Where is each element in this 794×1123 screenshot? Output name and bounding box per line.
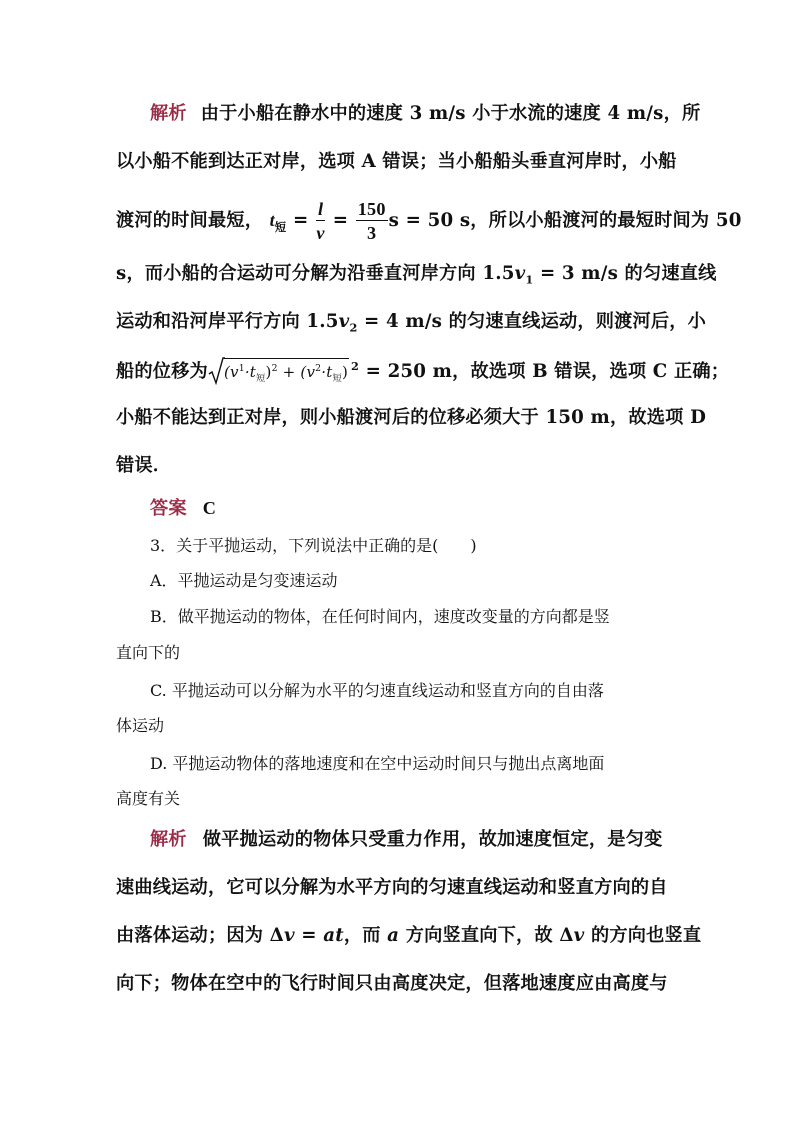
question-stem: 3．关于平抛运动，下列说法中正确的是( ): [150, 536, 477, 555]
solution1-tag: 解析: [150, 103, 187, 124]
solution1-line8: 错误．: [116, 455, 172, 476]
fraction-150-over-3: $\frac{150}{3}$: [357, 199, 386, 244]
solution1-line6: 船的位移为 $(v^1\cdot t_短)^2 + (v^2\cdot t_短) ^2 = 250$ m，故选项 B 错误，选项 C 正确；: [116, 358, 730, 384]
answer-value: C: [202, 498, 217, 518]
radical-sign-icon: [208, 357, 225, 385]
answer-tag: 答案: [150, 498, 187, 519]
solution2-line2: 速曲线运动，它可以分解为水平方向的匀速直线运动和竖直方向的自: [116, 877, 668, 898]
option-c-line1: C. 平抛运动可以分解为水平的匀速直线运动和竖直方向的自由落: [150, 681, 604, 700]
solution1-line7: 小船不能达到正对岸，则小船渡河后的位移必须大于 150 m，故选项 D: [116, 407, 707, 428]
solution1-line3: 渡河的时间最短， $t_短$ = $\frac{l}{v}$ = $\frac{150}{3}$ s = 50 s，所以小船渡河的最短时间为 50: [116, 199, 742, 244]
solution1-line4: s，而小船的合运动可分解为沿垂直河岸方向 $1.5v_1 = 3$ m/s 的匀速直线: [116, 263, 717, 287]
solution2-line1: 解析 做平抛运动的物体只受重力作用，故加速度恒定，是匀变: [150, 829, 663, 850]
solution2-line4: 向下；物体在空中的飞行时间只由高度决定，但落地速度应由高度与: [116, 973, 668, 994]
option-a: A．平抛运动是匀变速运动: [150, 571, 338, 590]
answer-line: [116, 496, 686, 521]
option-d-line2: 高度有关: [116, 789, 181, 808]
solution1-line5: 运动和沿河岸平行方向 $1.5v_2 = 4$ m/s 的匀速直线运动，则渡河后，小: [116, 311, 707, 335]
square-root-expression: $(v^1\cdot t_短)^2 + (v^2\cdot t_短)$: [208, 358, 349, 384]
solution2-line3: 由落体运动；因为 Δv = at，而 a 方向竖直向下，故 Δv 的方向也竖直: [116, 925, 702, 946]
option-b-line1: B．做平抛运动的物体，在任何时间内，速度改变量的方向都是竖: [150, 607, 610, 626]
option-b-line2: 直向下的: [116, 643, 181, 662]
option-d-line1: D. 平抛运动物体的落地速度和在空中运动时间只与抛出点离地面: [150, 754, 605, 773]
solution2-tag: 解析: [150, 829, 187, 850]
option-c-line2: 体运动: [116, 716, 165, 735]
solution1-line2: 以小船不能到达正对岸，选项 A 错误；当小船船头垂直河岸时，小船: [116, 151, 677, 172]
solution1-line1: 解析 由于小船在静水中的速度 3 m/s 小于水流的速度 4 m/s，所: [150, 103, 701, 124]
fraction-l-over-v: $\frac{l}{v}$: [316, 199, 325, 244]
